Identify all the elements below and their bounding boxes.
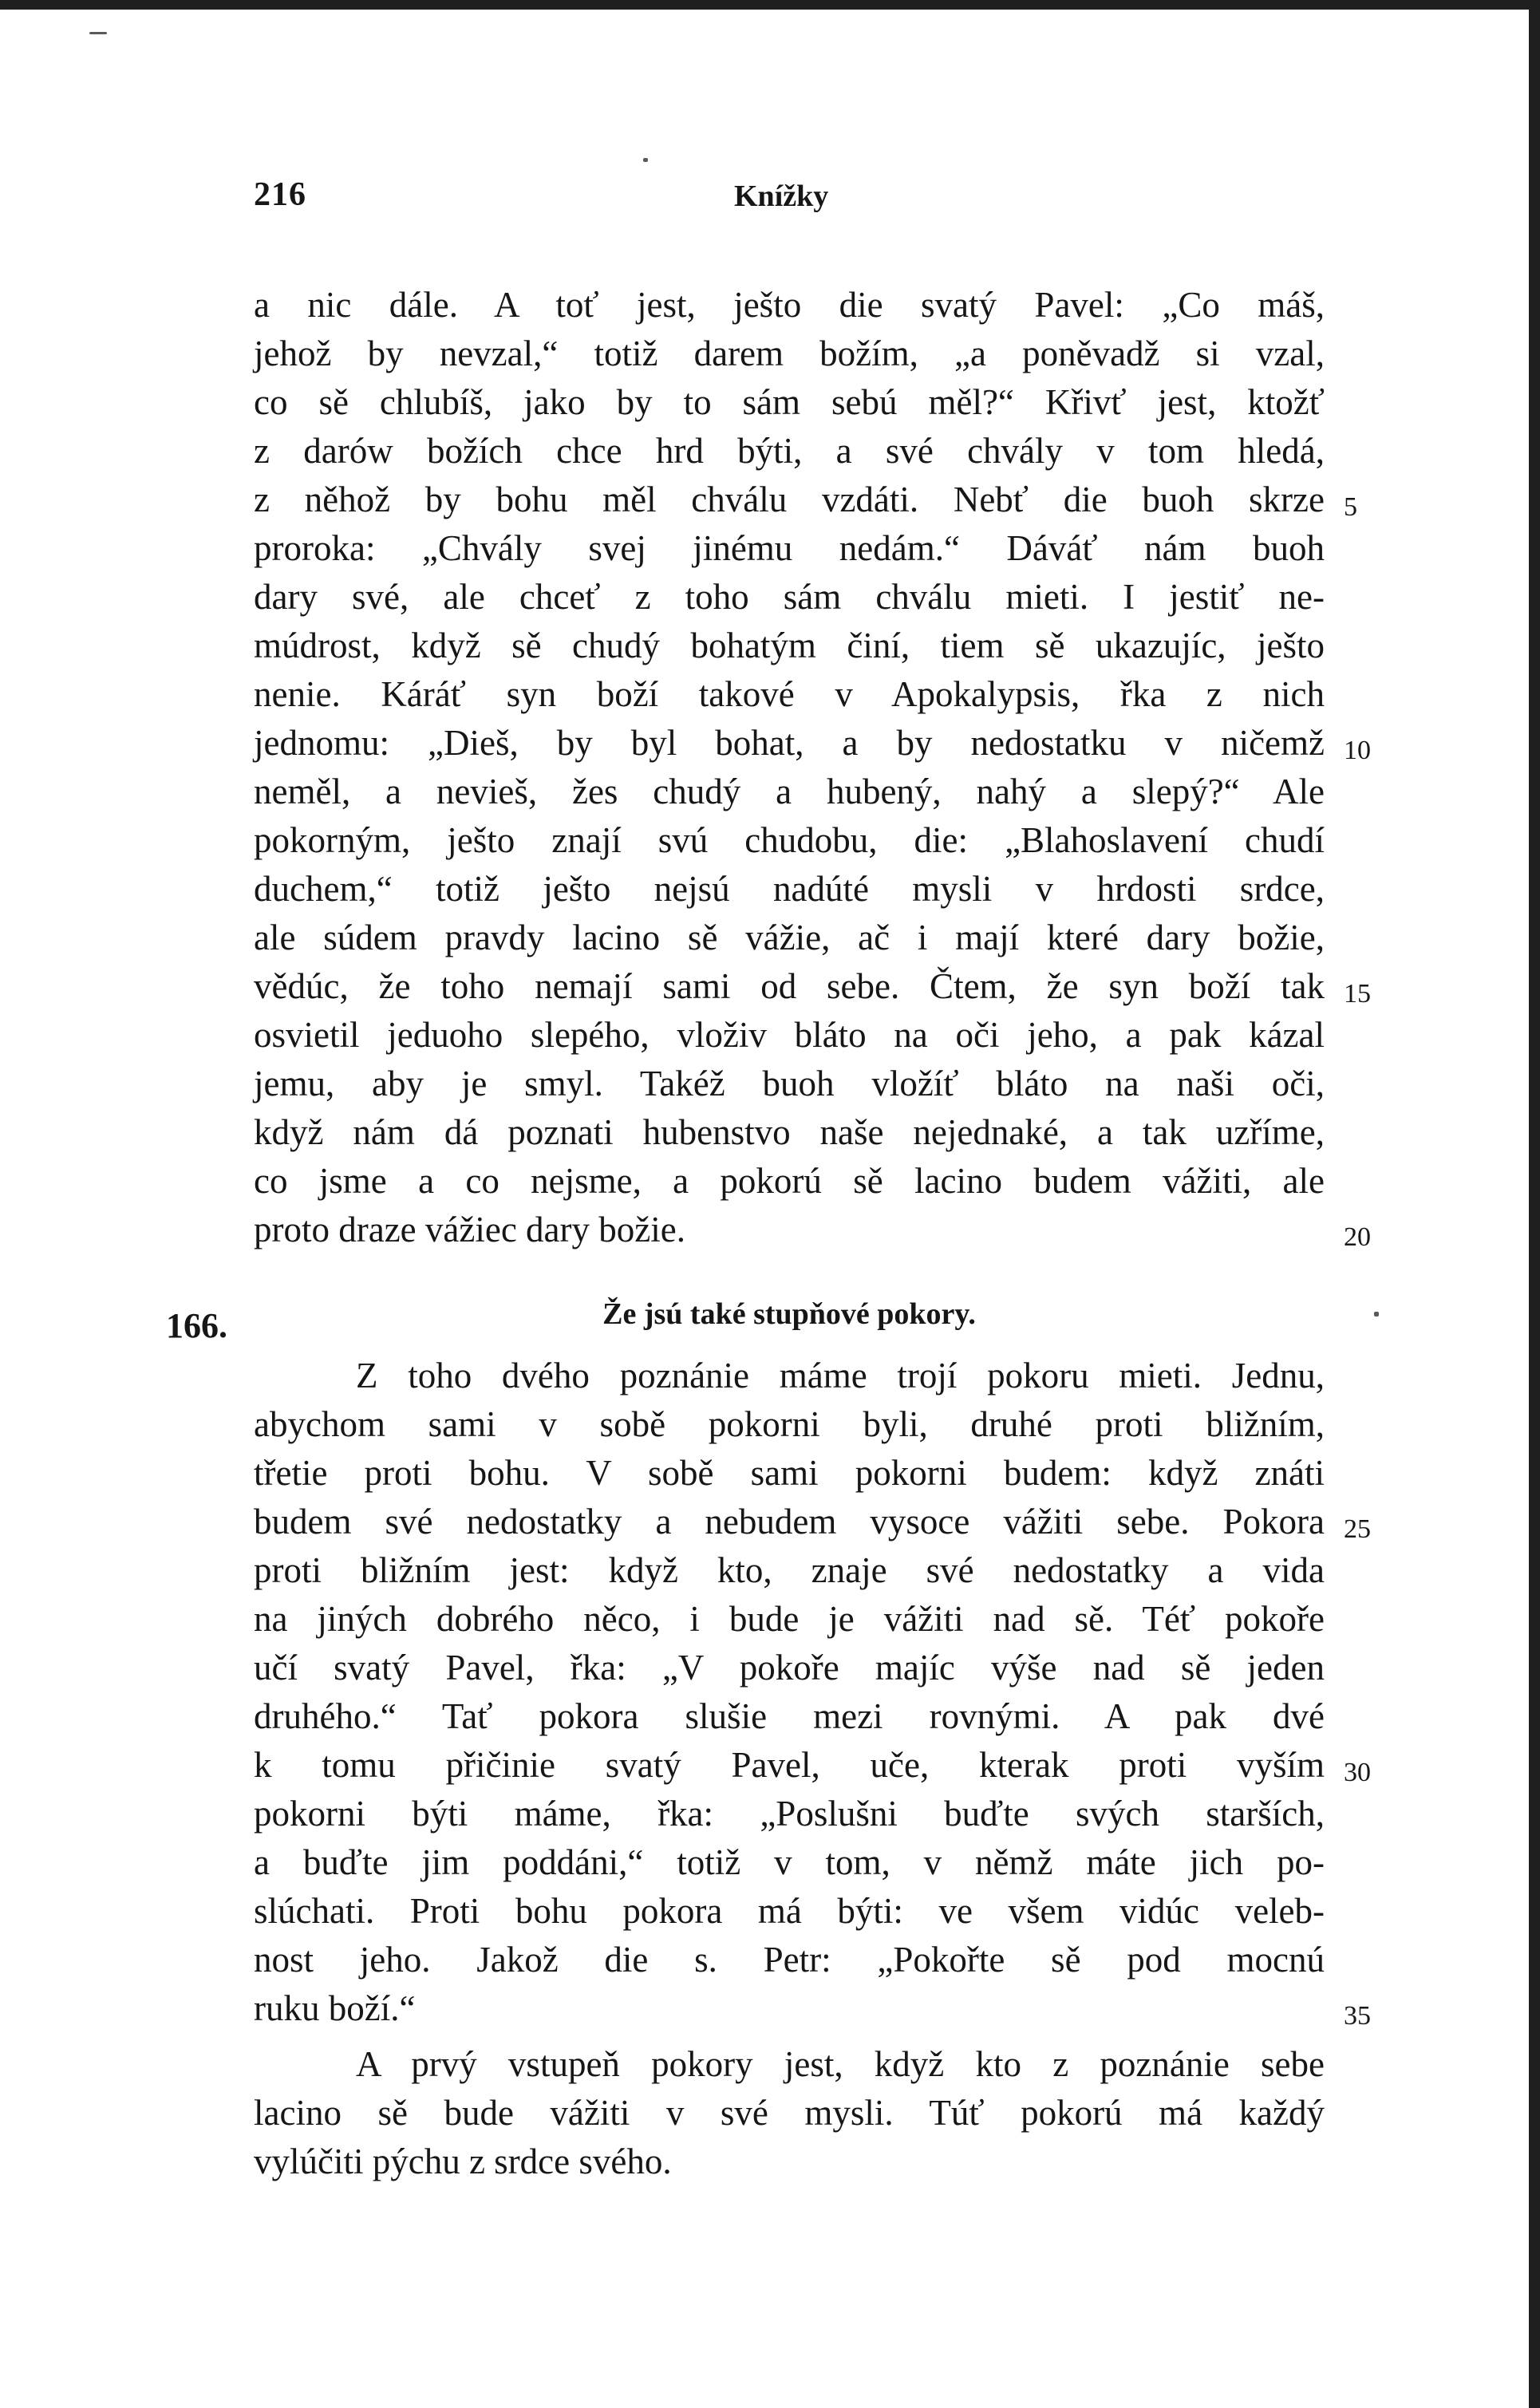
scan-speck: [1374, 1312, 1379, 1317]
text-line: ruku boží.“: [254, 1988, 416, 2028]
margin-line-number: 20: [1344, 1222, 1371, 1252]
margin-line-number: 25: [1344, 1514, 1371, 1544]
text-line: proti bližním jest: když kto, znaje své nedostatky a vida: [254, 1550, 1325, 1590]
text-line: jednomu: „Dieš, by byl bohat, a by nedostatku v ničemž: [254, 723, 1325, 763]
page-number: 216: [254, 176, 306, 213]
text-line: k tomu přičinie svatý Pavel, uče, kterak proti vyším: [254, 1745, 1325, 1785]
scan-speck: [89, 32, 107, 34]
text-line: co jsme a co nejsme, a pokorú sě lacino budem vážiti, ale: [254, 1161, 1325, 1201]
text-line: nost jeho. Jakož die s. Petr: „Pokořte sě pod mocnú: [254, 1940, 1325, 1980]
text-line: z něhož by bohu měl chválu vzdáti. Nebť die buoh skrze: [254, 480, 1325, 519]
text-line: když nám dá poznati hubenstvo naše nejednaké, a tak uzříme,: [254, 1112, 1325, 1152]
text-line: třetie proti bohu. V sobě sami pokorni budem: když znáti: [254, 1453, 1325, 1493]
text-line: a nic dále. A toť jest, ješto die svatý Pavel: „Co máš,: [254, 285, 1325, 325]
text-line: nenie. Káráť syn boží takové v Apokalypsis, řka z nich: [254, 674, 1325, 714]
text-line: a buďte jim poddáni,“ totiž v tom, v němž máte jich po-: [254, 1842, 1325, 1882]
text-line: Z toho dvého poznánie máme trojí pokoru mieti. Jednu,: [356, 1356, 1325, 1395]
margin-line-number: 15: [1344, 979, 1371, 1009]
text-line: na jiných dobrého něco, i bude je vážiti nad sě. Téť pokoře: [254, 1599, 1325, 1639]
text-line: slúchati. Proti bohu pokora má býti: ve všem vidúc veleb-: [254, 1891, 1325, 1931]
text-line: vědúc, že toho nemají sami od sebe. Čtem, že syn boží tak: [254, 966, 1325, 1006]
margin-line-number: 30: [1344, 1758, 1371, 1787]
text-line: abychom sami v sobě pokorni byli, druhé proti bližním,: [254, 1404, 1325, 1444]
text-line: z darów božích chce hrd býti, a své chvály v tom hledá,: [254, 431, 1325, 471]
text-line: učí svatý Pavel, řka: „V pokoře majíc výše nad sě jeden: [254, 1648, 1325, 1688]
section-number: 166.: [166, 1306, 227, 1345]
text-line: co sě chlubíš, jako by to sám sebú měl?“ Křivť jest, ktožť: [254, 382, 1325, 422]
margin-line-number: 10: [1344, 736, 1371, 765]
text-line: osvietil jeduoho slepého, vloživ bláto na oči jeho, a pak kázal: [254, 1015, 1325, 1055]
text-line: pokorni býti máme, řka: „Poslušni buďte svých starších,: [254, 1794, 1325, 1834]
text-line: pokorným, ješto znají svú chudobu, die: „Blahoslavení chudí: [254, 820, 1325, 860]
scan-speck: [643, 158, 648, 162]
text-line: jehož by nevzal,“ totiž darem božím, „a poněvadž si vzal,: [254, 334, 1325, 373]
text-line: proroka: „Chvály svej jinému nedám.“ Dáváť nám buoh: [254, 528, 1325, 568]
text-line: duchem,“ totiž ješto nejsú nadúté mysli v hrdosti srdce,: [254, 869, 1325, 909]
margin-line-number: 35: [1344, 2001, 1371, 2031]
text-line: proto draze vážiec dary božie.: [254, 1210, 685, 1249]
margin-line-number: 5: [1344, 492, 1357, 522]
text-line: vylúčiti pýchu z srdce svého.: [254, 2142, 672, 2181]
text-line: lacino sě bude vážiti v své mysli. Túť pokorú má každý: [254, 2093, 1325, 2133]
text-line: jemu, aby je smyl. Takéž buoh vložíť bláto na naši oči,: [254, 1064, 1325, 1103]
section-heading: Že jsú také stupňové pokory.: [602, 1297, 976, 1331]
text-line: dary své, ale chceť z toho sám chválu mieti. I jestiť ne-: [254, 577, 1325, 617]
text-line: druhého.“ Tať pokora slušie mezi rovnými. A pak dvé: [254, 1696, 1325, 1736]
text-line: A prvý vstupeň pokory jest, když kto z poznánie sebe: [356, 2044, 1325, 2084]
running-title: Knížky: [734, 180, 829, 213]
text-line: ale súdem pravdy lacino sě vážie, ač i mají které dary božie,: [254, 918, 1325, 957]
text-line: budem své nedostatky a nebudem vysoce vážiti sebe. Pokora: [254, 1502, 1325, 1542]
text-line: neměl, a nevieš, žes chudý a hubený, nahý a slepý?“ Ale: [254, 772, 1325, 811]
text-line: múdrost, když sě chudý bohatým činí, tiem sě ukazujíc, ješto: [254, 626, 1325, 665]
